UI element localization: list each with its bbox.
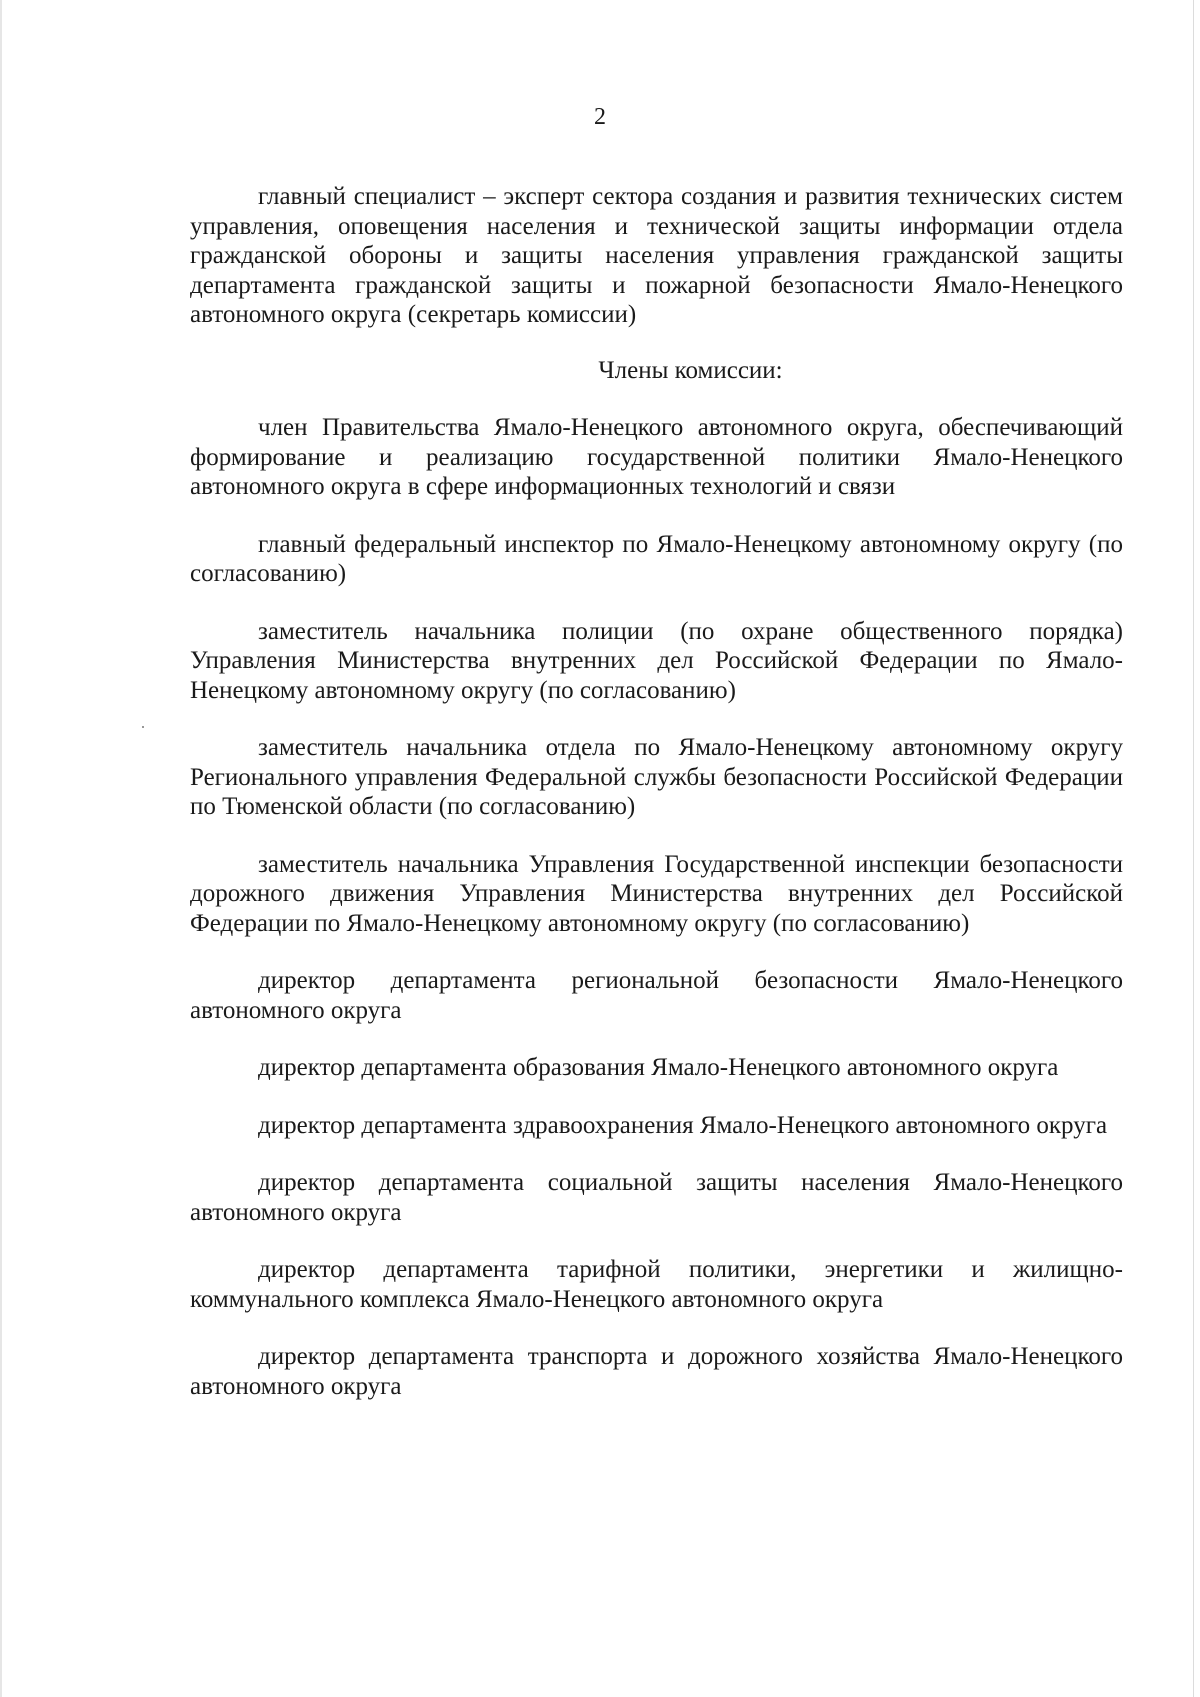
member-paragraph: заместитель начальника Управления Государственной инспекции безопасности дорожного движения Управления Министерства внутренних дел Российской Федерации по Ямало-Ненецкому автономному округу (по согласованию): [190, 850, 1123, 937]
scan-edge-right: [1193, 0, 1194, 1697]
section-heading-members: Члены комиссии:: [598, 356, 783, 384]
page-number: 2: [594, 104, 606, 130]
member-paragraph: директор департамента социальной защиты населения Ямало-Ненецкого автономного округа: [190, 1169, 1123, 1226]
member-paragraph: директор департамента региональной безопасности Ямало-Ненецкого автономного округа: [190, 967, 1123, 1024]
paragraph-secretary: главный специалист – эксперт сектора создания и развития технических систем управления, оповещения населения и технической защиты информации отдела гражданской обороны и защиты населения управления гражданской защиты департамента гражданской защиты и пожарной безопасности Ямало-Ненецкого автономного округа (секретарь комиссии): [190, 183, 1123, 328]
member-paragraph: директор департамента тарифной политики, энергетики и жилищно-коммунального комплекса Ямало-Ненецкого автономного округа: [190, 1256, 1123, 1313]
member-paragraph: член Правительства Ямало-Ненецкого автономного округа, обеспечивающий формирование и реализацию государственной политики Ямало-Ненецкого автономного округа в сфере информационных технологий и связи: [190, 414, 1123, 500]
member-paragraph: заместитель начальника отдела по Ямало-Ненецкому автономному округу Регионального управления Федеральной службы безопасности Российской Федерации по Тюменской области (по согласованию): [190, 734, 1123, 820]
member-paragraph: директор департамента транспорта и дорожного хозяйства Ямало-Ненецкого автономного округа: [190, 1343, 1123, 1400]
member-paragraph: главный федеральный инспектор по Ямало-Ненецкому автономному округу (по согласованию): [190, 530, 1123, 587]
member-paragraph: директор департамента образования Ямало-Ненецкого автономного округа: [258, 1054, 1059, 1081]
member-paragraph: директор департамента здравоохранения Ямало-Ненецкого автономного округа: [258, 1111, 1108, 1139]
member-paragraph: заместитель начальника полиции (по охране общественного порядка) Управления Министерства внутренних дел Российской Федерации по Ямало-Ненецкому автономному округу (по согласованию): [190, 617, 1123, 704]
scan-speck: [142, 726, 144, 728]
scan-edge-left: [0, 0, 2, 1697]
document-body: [190, 182, 1123, 1429]
